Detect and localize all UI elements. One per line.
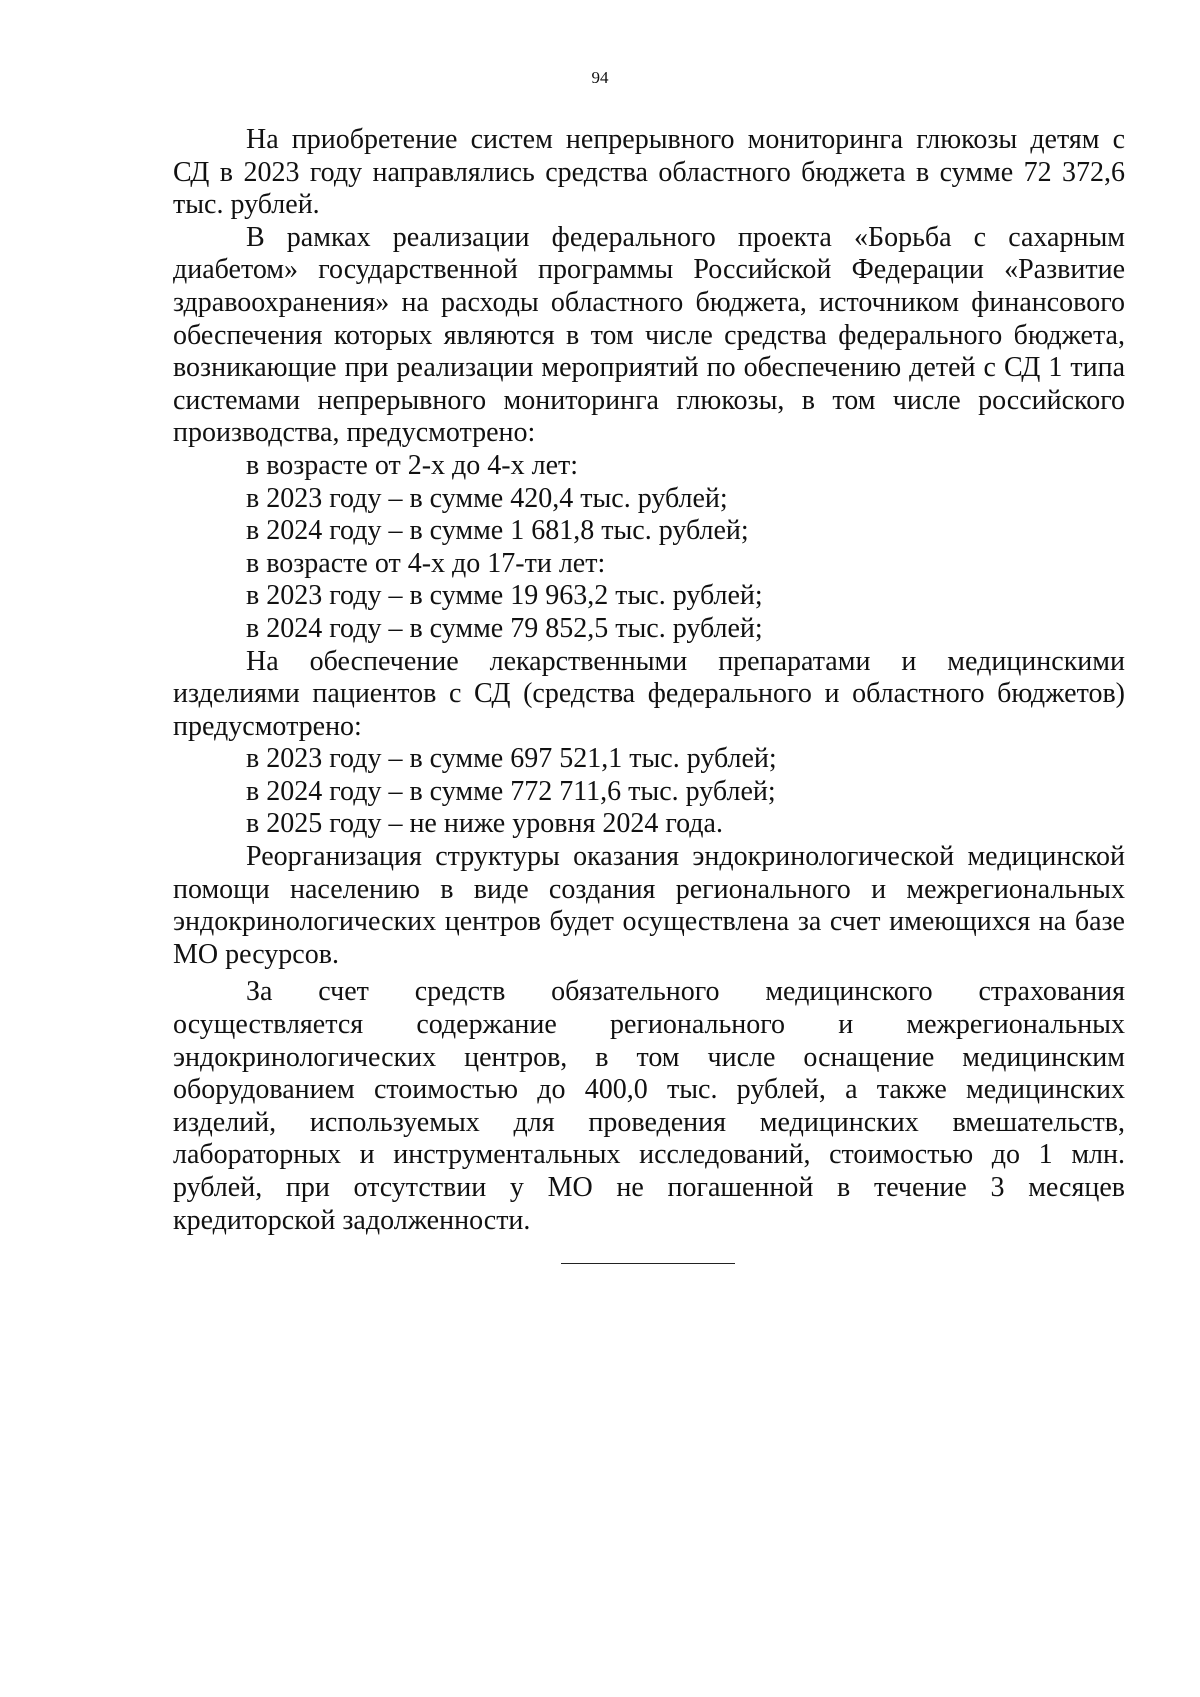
document-body: [173, 124, 1125, 1237]
list-item: в 2024 году – в сумме 79 852,5 тыс. рублей;: [246, 612, 763, 644]
paragraph-oms-funding: За счет средств обязательного медицинского страхования осуществляется содержание регионального и межрегиональных эндокринологических центров, в том числе оснащение медицинским оборудованием стоимостью до 400,0 тыс. рублей, а также медицинских изделий, используемых для проведения медицинских вмешательств, лабораторных и инструментальных исследований, стоимостью до 1 млн. рублей, при отсутствии у МО не погашенной в течение 3 месяцев кредиторской задолженности.: [173, 976, 1125, 1236]
page-number: 94: [591, 68, 609, 87]
list-item: в возрасте от 2-х до 4-х лет:: [246, 449, 579, 481]
paragraph-reorganization: Реорганизация структуры оказания эндокринологической медицинской помощи населению в виде создания регионального и межрегиональных эндокринологических центров будет осуществлена за счет имеющихся на базе МО ресурсов.: [173, 841, 1125, 970]
list-item: в 2023 году – в сумме 420,4 тыс. рублей;: [246, 482, 728, 514]
paragraph-federal-project: В рамках реализации федерального проекта «Борьба с сахарным диабетом» государственной программы Российской Федерации «Развитие здравоохранения» на расходы областного бюджета, источником финансового обеспечения которых являются в том числе средства федерального бюджета, возникающие при реализации мероприятий по обеспечению детей с СД 1 типа системами непрерывного мониторинга глюкозы, в том числе российского производства, предусмотрено:: [173, 221, 1125, 449]
list-item: в возрасте от 4-х до 17-ти лет:: [246, 547, 606, 579]
paragraph-drug-supply: На обеспечение лекарственными препаратами и медицинскими изделиями пациентов с СД (средства федерального и областного бюджетов) предусмотрено:: [173, 645, 1125, 742]
list-item: в 2024 году – в сумме 1 681,8 тыс. рублей;: [246, 515, 749, 547]
paragraph-cgm-purchase: На приобретение систем непрерывного мониторинга глюкозы детям с СД в 2023 году направлялись средства областного бюджета в сумме 72 372,6 тыс. рублей.: [173, 124, 1125, 221]
list-item: в 2025 году – не ниже уровня 2024 года.: [246, 808, 723, 840]
end-divider: [561, 1263, 735, 1264]
list-item: в 2023 году – в сумме 19 963,2 тыс. рублей;: [246, 580, 763, 612]
list-item: в 2024 году – в сумме 772 711,6 тыс. рублей;: [246, 775, 776, 807]
list-item: в 2023 году – в сумме 697 521,1 тыс. рублей;: [246, 743, 777, 775]
